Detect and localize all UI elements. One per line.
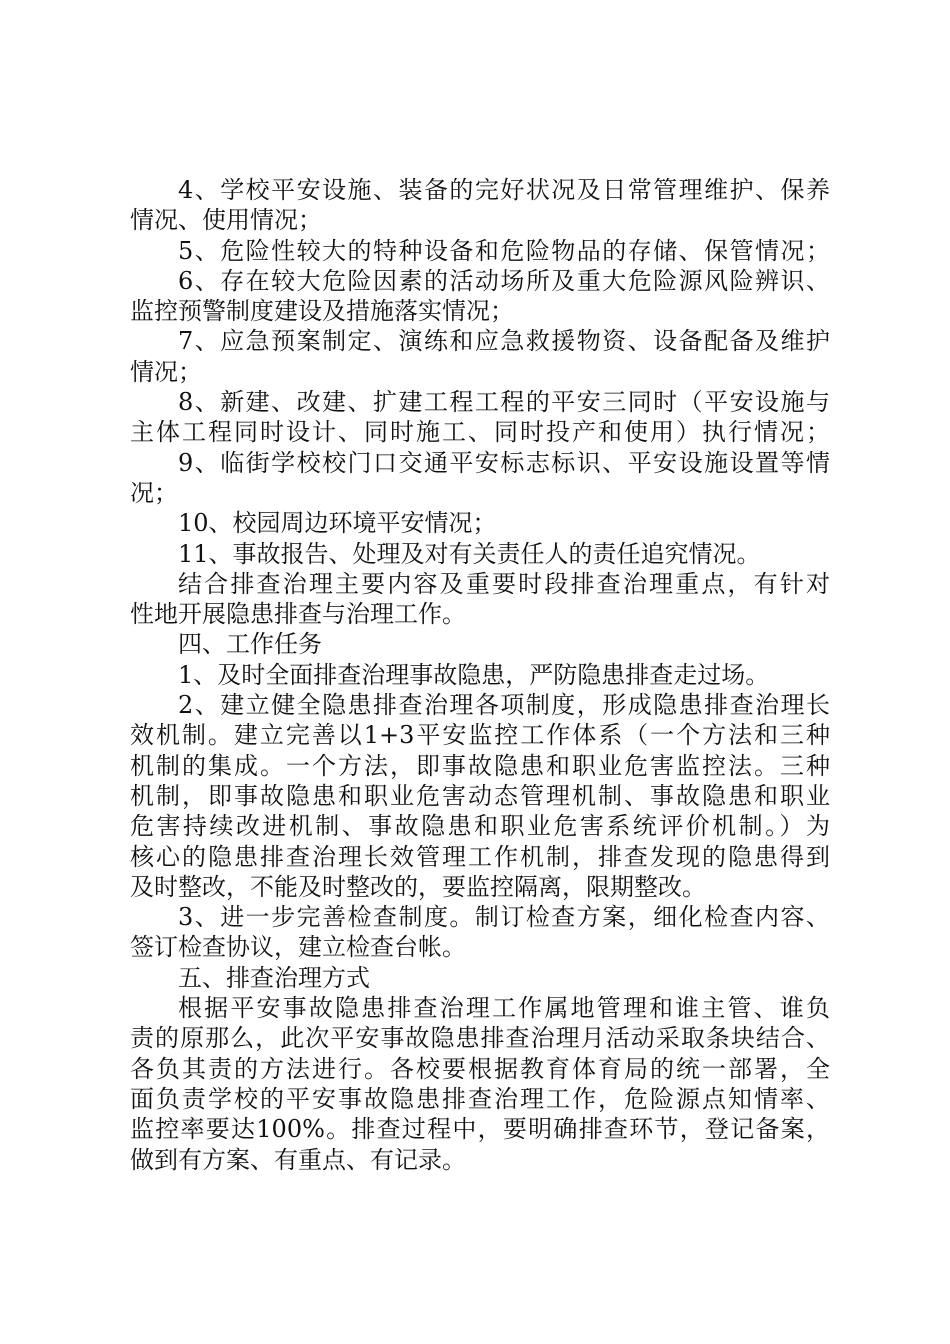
text-line: 各负其责的方法进行。各校要根据教育体育局的统一部署，全 <box>130 1054 830 1083</box>
text-line: 5、危险性较大的特种设备和危险物品的存储、保管情况； <box>178 236 830 265</box>
text-line: 机制，即事故隐患和职业危害动态管理机制、事故隐患和职业 <box>130 781 830 810</box>
text-line: 及时整改，不能及时整改的，要监控隔离，限期整改。 <box>130 872 706 901</box>
text-line: 11、事故报告、处理及对有关责任人的责任追究情况。 <box>178 539 761 568</box>
text-line: 2、建立健全隐患排查治理各项制度，形成隐患排查治理长 <box>178 691 830 720</box>
text-line: 情况； <box>130 357 202 386</box>
text-line: 况； <box>130 478 178 507</box>
text-line: 监控率要达100%。排查过程中，要明确排查环节，登记备案， <box>130 1115 830 1144</box>
text-line: 核心的隐患排查治理长效管理工作机制，排查发现的隐患得到 <box>130 842 830 871</box>
text-line: 3、进一步完善检查制度。制订检查方案，细化检查内容、 <box>178 903 830 932</box>
text-line: 主体工程同时设计、同时施工、同时投产和使用）执行情况； <box>130 418 830 447</box>
text-line: 9、临街学校校门口交通平安标志标识、平安设施设置等情 <box>178 448 830 477</box>
text-line: 签订检查协议，建立检查台帐。 <box>130 933 466 962</box>
text-line: 做到有方案、有重点、有记录。 <box>130 1145 466 1174</box>
text-line: 机制的集成。一个方法，即事故隐患和职业危害监控法。三种 <box>130 751 830 780</box>
text-line: 面负责学校的平安事故隐患排查治理工作，危险源点知情率、 <box>130 1084 830 1113</box>
text-line: 7、应急预案制定、演练和应急救援物资、设备配备及维护 <box>178 327 830 356</box>
text-line: 监控预警制度建设及措施落实情况； <box>130 297 514 326</box>
text-line: 4、学校平安设施、装备的完好状况及日常管理维护、保养 <box>178 176 830 204</box>
text-line: 性地开展隐患排查与治理工作。 <box>130 600 466 629</box>
text-line: 6、存在较大危险因素的活动场所及重大危险源风险辨识、 <box>178 266 830 295</box>
text-line: 8、新建、改建、扩建工程工程的平安三同时（平安设施与 <box>178 388 830 417</box>
text-line: 情况、使用情况； <box>130 206 322 235</box>
text-line: 1、及时全面排查治理事故隐患，严防隐患排查走过场。 <box>178 660 770 689</box>
text-line: 责的原那么，此次平安事故隐患排查治理月活动采取条块结合、 <box>130 1024 830 1053</box>
text-line: 效机制。建立完善以1+3平安监控工作体系（一个方法和三种 <box>130 721 830 750</box>
text-line: 四、工作任务 <box>178 630 322 659</box>
text-line: 结合排查治理主要内容及重要时段排查治理重点，有针对 <box>178 569 830 598</box>
text-line: 10、校园周边环境平安情况； <box>178 509 497 538</box>
text-line: 五、排查治理方式 <box>178 963 370 992</box>
document-page <box>130 175 830 1175</box>
text-line: 根据平安事故隐患排查治理工作属地管理和谁主管、谁负 <box>178 994 830 1023</box>
text-line: 危害持续改进机制、事故隐患和职业危害系统评价机制。）为 <box>130 812 830 841</box>
